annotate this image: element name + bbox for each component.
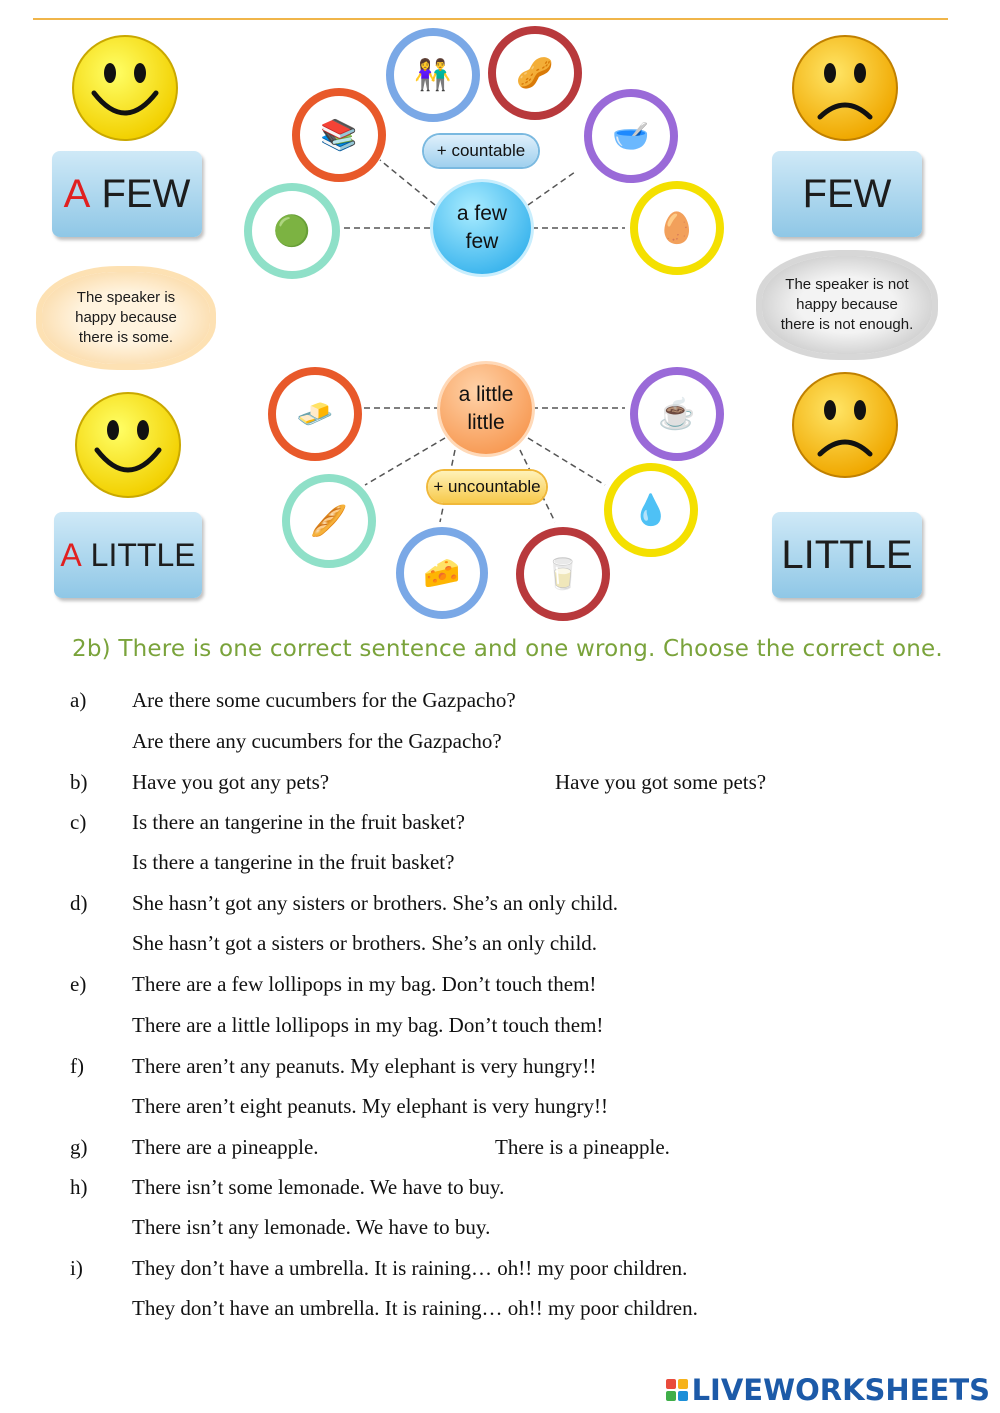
a-few-label: A FEW <box>52 151 202 237</box>
sentence-option[interactable]: There are a pineapple. <box>132 1135 319 1159</box>
sentence-option[interactable]: Is there a tangerine in the fruit basket? <box>132 850 455 874</box>
cheese-icon: 🧀 <box>396 527 488 619</box>
sentence-option[interactable]: She hasn’t got any sisters or brothers. She’s an only child. <box>132 891 619 915</box>
item-letter: g) <box>70 1135 88 1159</box>
sentence-option[interactable]: Is there an tangerine in the fruit basket? <box>132 810 465 834</box>
item-letter: e) <box>70 972 87 996</box>
eggs-icon: 🥚 <box>630 181 724 275</box>
sentence-option[interactable]: There isn’t any lemonade. We have to buy. <box>132 1215 491 1239</box>
coffee-icon: ☕ <box>630 367 724 461</box>
sentence-option[interactable]: They don’t have an umbrella. It is raining… oh!! my poor children. <box>132 1296 698 1320</box>
water-icon: 💧 <box>604 463 698 557</box>
sentence-option[interactable]: There aren’t any peanuts. My elephant is very hungry!! <box>132 1054 597 1078</box>
sad-speaker-cloud: The speaker is not happy because there is not enough. <box>762 256 932 354</box>
sentence-option[interactable]: Are there some cucumbers for the Gazpacho? <box>132 688 516 712</box>
sentence-option[interactable]: They don’t have a umbrella. It is raining… oh!! my poor children. <box>132 1256 688 1280</box>
milk-icon: 🥛 <box>516 527 610 621</box>
sentence-option[interactable]: There aren’t eight peanuts. My elephant is very hungry!! <box>132 1094 609 1118</box>
books-icon: 📚 <box>292 88 386 182</box>
few-label: FEW <box>772 151 922 237</box>
a-few-center: a few few <box>433 182 531 274</box>
butter-icon: 🧈 <box>268 367 362 461</box>
a-little-center: a little little <box>440 364 532 454</box>
marbles-icon: 🟢 <box>244 183 340 279</box>
sentence-option[interactable]: Are there any cucumbers for the Gazpacho? <box>132 729 502 753</box>
little-label: LITTLE <box>772 512 922 598</box>
item-letter: i) <box>70 1256 83 1280</box>
happy-speaker-cloud: The speaker is happy because there is some. <box>42 272 210 364</box>
item-letter: a) <box>70 688 87 712</box>
uncountable-pill: + uncountable <box>428 471 546 503</box>
liveworksheets-icon <box>666 1379 688 1401</box>
item-letter: f) <box>70 1054 84 1078</box>
sentence-option[interactable]: There are a little lollipops in my bag. Don’t touch them! <box>132 1013 604 1037</box>
children-icon: 👫 <box>386 28 480 122</box>
item-letter: h) <box>70 1175 88 1199</box>
item-letter: d) <box>70 891 88 915</box>
brand-name: LIVEWORKSHEETS <box>691 1373 990 1407</box>
liveworksheets-logo <box>666 1373 990 1407</box>
sentence-option[interactable]: Have you got any pets? <box>132 770 330 794</box>
bread-icon: 🥖 <box>282 474 376 568</box>
exercise-heading: 2b) There is one correct sentence and one wrong. Choose the correct one. <box>72 636 943 662</box>
item-letter: b) <box>70 770 88 794</box>
sentence-option[interactable]: There are a few lollipops in my bag. Don’t touch them! <box>132 972 597 996</box>
countable-pill: + countable <box>424 135 538 167</box>
a-little-label: A LITTLE <box>54 512 202 598</box>
bowl-icon: 🥣 <box>584 89 678 183</box>
sentence-option[interactable]: There is a pineapple. <box>495 1135 670 1159</box>
sentence-option[interactable]: There isn’t some lemonade. We have to buy. <box>132 1175 505 1199</box>
sentence-option[interactable]: She hasn’t got a sisters or brothers. She’s an only child. <box>132 931 598 955</box>
peanuts-icon: 🥜 <box>488 26 582 120</box>
item-letter: c) <box>70 810 87 834</box>
sentence-option[interactable]: Have you got some pets? <box>555 770 767 794</box>
